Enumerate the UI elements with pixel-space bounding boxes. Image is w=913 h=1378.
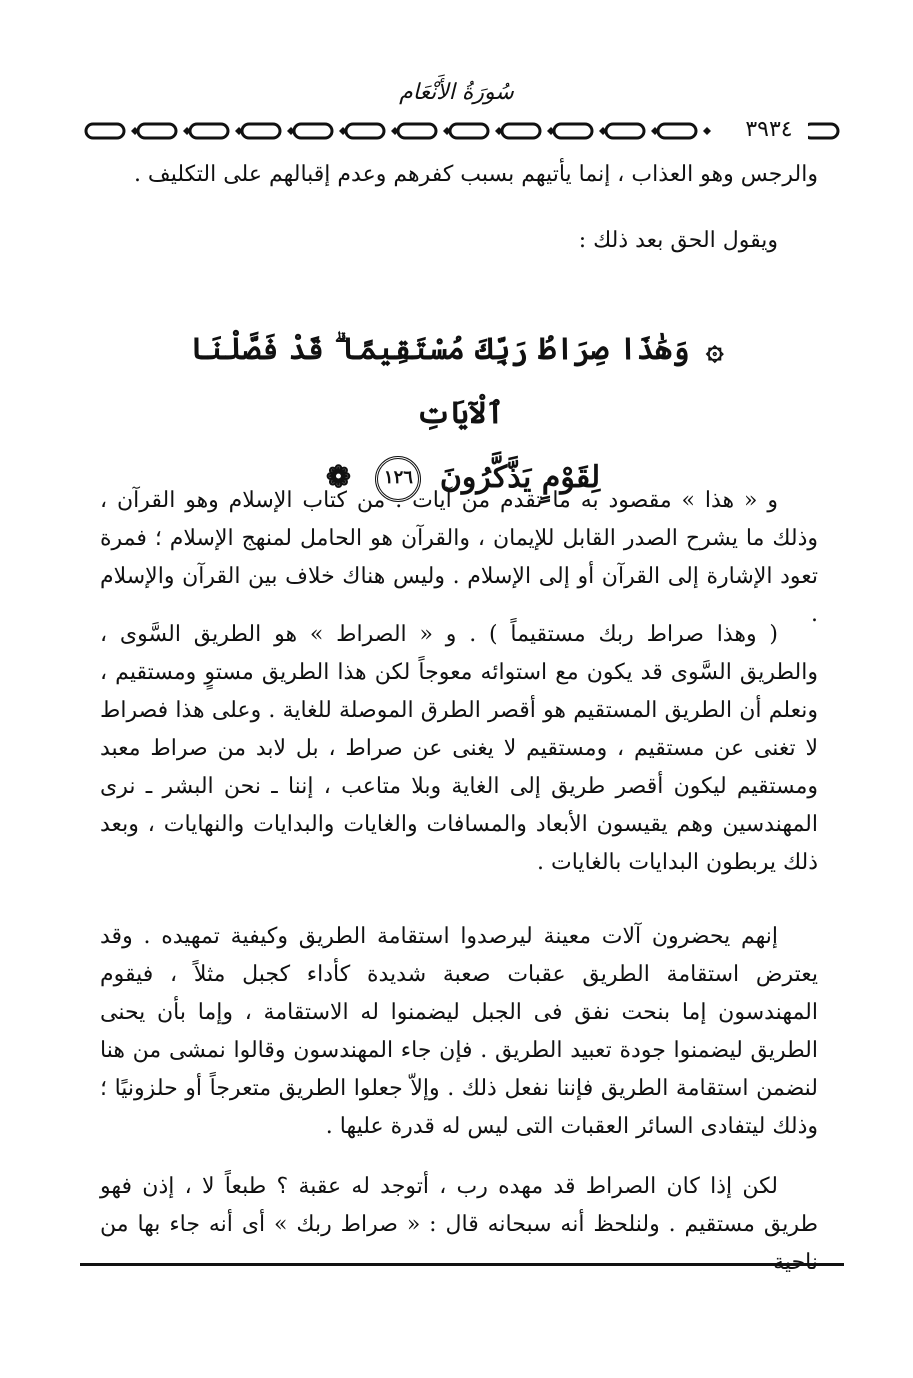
end-ornament-icon: ❁ [325,460,351,495]
ayah-number-badge: ١٢٦ [375,456,421,502]
paragraph-1: والرجس وهو العذاب ، إنما يأتيهم بسبب كفرهم وعدم إقبالهم على التكليف . [133,162,818,187]
ayah-star-icon: ۞ [706,332,724,367]
paragraph-3: و « هذا » مقصود به ما تقدم من آيات . من كتاب الإسلام وهو القرآن ، وذلك ما يشرح الصدر القابل للإيمان ، والقرآن هو الحامل لمنهج الإسلام ؛ فمرة تعود الإشارة إلى القرآن أو إلى الإسلام . وليس هناك خلاف بين القرآن والإسلام . [100,488,818,627]
bottom-rule [80,1263,844,1266]
paragraph-4: ( وهذا صراط ربك مستقيماً ) . و « الصراط » هو الطريق السَّوى ، والطريق السَّوى قد يكون مع استوائه معوجاً لكن هذا الطريق مستوٍ ومستقيم ، ونعلم أن الطريق المستقيم هو أقصر الطرق الموصلة للغاية . وعلى هذا فصراط لا تغنى عن مستقيم ، ومستقيم لا يغنى عن صراط ، بل لابد من صراط معبد ومستقيم ليكون أقصر طريق إلى الغاية وبلا متاعب ، إننا ـ نحن البشر ـ نرى المهندسين وهم يقيسون الأبعاد والمسافات والغايات والبدايات والنهايات ، وبعد ذلك يربطون البدايات بالغايات . [100,622,818,875]
verse-text-2: لِقَوْمٍ يَذَّكَّرُونَ [439,460,601,495]
page-number: ٣٩٣٤ [730,116,808,144]
surah-title: سُورَةُ الأَنْعَام [399,80,514,105]
paragraph-2: ويقول الحق بعد ذلك : [578,228,778,253]
paragraph-6: لكن إذا كان الصراط قد مهده رب ، أتوجد له عقبة ؟ طبعاً لا ، إذن فهو طريق مستقيم . ولنلحظ أنه سبحانه قال : « صراط ربك » أى أنه جاء بها من [100,1174,818,1237]
decorative-border [82,118,842,144]
paragraph-5: إنهم يحضرون آلات معينة ليرصدوا استقامة الطريق وكيفية تمهيده . وقد يعترض استقامة الطريق عقبات صعبة شديدة كأداء كجبل مثلاً ، فيقوم المهندسون إما بنحت نفق فى الجبل ليضمنوا له الاستقامة ، وإما بأن يحنى الطريق ليضمنوا جودة تعبيد الطريق . فإن جاء المهندسون وقالوا نمشى من هنا لنضمن استقامة الطريق فإننا نفعل ذلك . وإلاّ جعلوا الطريق متعرجاً أو حلزونيًا ؛ وذلك ليتفادى السائر العقبات التى ليس له قدرة عليها . [100,924,818,1139]
verse-line-1 [160,318,760,446]
verse-text-1: وَهَٰذَا صِرَاطُ رَبِّكَ مُسْتَقِيمًا ۗ قَدْ فَصَّلْنَا ٱلْآيَاتِ [190,332,690,431]
